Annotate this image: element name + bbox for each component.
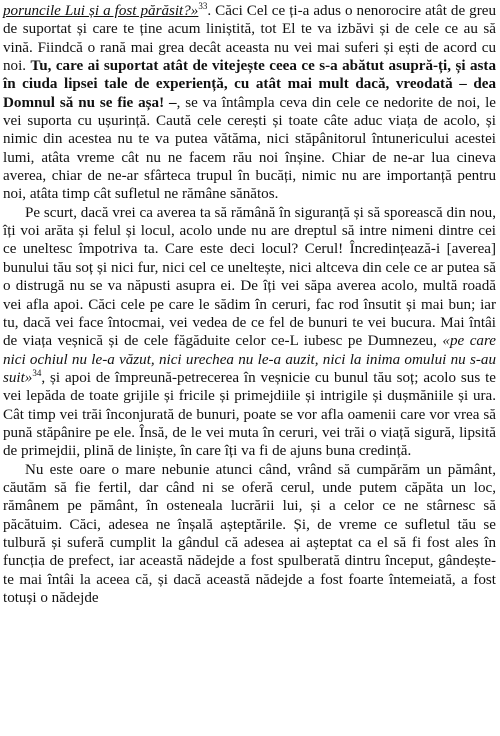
footnote-marker: 33 xyxy=(198,1,208,11)
paragraph-2 xyxy=(3,204,496,461)
quotation-text: poruncile Lui și a fost părăsit?» xyxy=(3,3,199,19)
paragraph-3 xyxy=(3,461,496,608)
footnote-marker: 34 xyxy=(32,367,42,378)
body-text: Nu este oare o mare nebunie atunci când, vrând să cumpărăm un pământ, căutăm să fie fertil, dar când ni se oferă cerul, unde putem căpăta un loc, rămânem pe pământ, în osteneala lucrării lui, și a celor ce ne stârnesc să păcătuim. Căci, adesea ne înșală așteptările. Și, de vreme ce sufletul tău se tulbură și suferă cumplit la gândul că adesea ai așteptat ca el să fi fost ales în funcția de prefect, iar această nădejde a fost spulberată dintru început, gândește-te mai întâi la aceea că, și dacă această nădejde a fost foarte întemeiată, a fost totuși o nădejde xyxy=(3,461,496,606)
body-text: Pe scurt, dacă vrei ca averea ta să rămână în siguranță și să sporească din nou, îți voi arăta și felul și locul, acolo unde nu are dreptul să intre nimeni dintre cei ce uneltesc împotriva ta. Care este deci locul? Cerul! Încredințează-i [averea] bunului tău soț și nici fur, nici cel ce uneltește, nici altceva din cele ce ar putea să o distrugă nu se va năpusti asupra ei. De îți vei săpa averea acolo, multă roadă vei afla apoi. Căci cele pe care le sădim în ceruri, fac rod însutit și mai bun; iar tu, dacă vei face întocmai, vei vedea de ce fel de bunuri te vei bucura. Mai întâi de viața veșnică și de cele făgăduite celor ce-L iubesc pe Dumnezeu, xyxy=(3,204,496,350)
quotation-text: «pe care nici ochiul nu le-a văzut, nici urechea nu le-a auzit, nici la inima omului nu s-au suit» xyxy=(3,333,496,386)
body-text: . Căci Cel ce ți-a adus o nenorocire atât de greu de suportat și care te ține acum liniștită, tot El te va izbăvi și de cele ce au să vină. Fiindcă o rană mai grea decât aceasta nu vei mai suferi și ești de acord cu noi. xyxy=(3,3,496,75)
body-text: , și apoi de împreună-petrecerea în veșnicie cu bunul tău soț; acolo sus te vei lepăda de toate grijile și fricile și primejdiile și intrigile și dușmăniile și ura. Cât timp vei trăi înconjurată de bunuri, poate se vor afla oamenii care vor vrea să pună stăpânire pe ele. Însă, de le vei muta în ceruri, vei trăi o viață sigură, lipsită de primejdii, plină de liniște, în care îți va fi de ajuns buna credință. xyxy=(3,369,496,460)
body-text: , se va întâmpla ceva din cele ce nedorite de noi, le vei suporta cu ușurință. Caută cele cerești și toate câte aduc viața de acolo, și nimic din acestea nu te va putea vătăma, nici stăpânitorul întunericului acestei lumi, atâta vreme cât nu ne facem rău noi înșine. Chiar de ne-ar lua cineva averea, chiar de ne-ar sfârteca trupul în bucăți, nimic nu are importanță pentru noi, atâta timp cât sufletul ne rămâne sănătos. xyxy=(3,94,496,203)
paragraph-1 xyxy=(3,2,496,204)
emphasized-text: Tu, care ai suportat atât de vitejește ceea ce s-a abătut asupră-ți, și asta în ciuda lipsei tale de experiență, cu atât mai mult dacă, vreodată – dea Domnul să nu se fie așa! – xyxy=(3,58,496,111)
